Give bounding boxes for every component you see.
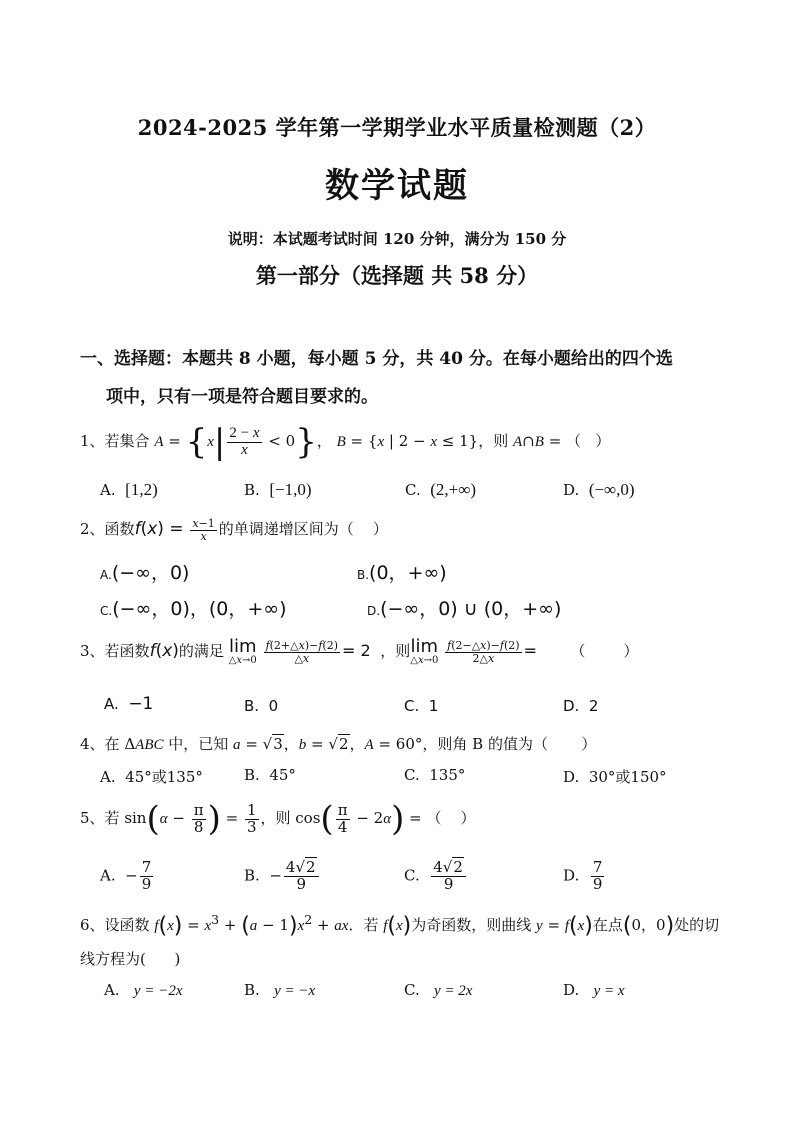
subject-title: 数学试题 [325, 166, 469, 206]
q6-option-d: D. y = x [563, 981, 625, 999]
exam-note: 说明：本试题考试时间 120 分钟，满分为 150 分 [227, 230, 567, 248]
q6-option-c: C. y = 2x [404, 981, 473, 999]
q2-option-a: A.(−∞，0) [100, 562, 190, 584]
q2-option-c: C.(−∞，0)，(0，+∞) [100, 598, 287, 620]
question-6-line2: 线方程为( ) [80, 950, 181, 968]
section-instructions-line1: 一、选择题：本题共 8 小题，每小题 5 分，共 40 分。在每小题给出的四个选 [80, 349, 673, 369]
q4-option-a: A. 45°或135° [100, 768, 203, 786]
q4-option-c: C. 135° [404, 766, 466, 784]
q3-option-a: A. −1 [104, 694, 154, 714]
question-1: 1、若集合 A = {x| $\frac{2 - x}{x}$ < 0}， B = {x | 2 − x ≤ 1}，则 A∩B = （ ） [80, 422, 611, 462]
section-instructions-line2: 项中，只有一项是符合题目要求的。 [106, 387, 378, 407]
question-3: 3、若函数f(x)的满足 lim △x→0 $\frac{f(2+\triangle x)-f(2)}{\triangle x}$ = 2 ，则 lim △x→0 $\frac{f(2-\triangle x)-f(2)}{2\triangle x}$ = （ ） [80, 636, 639, 666]
q1-option-a: A. [1,2) [100, 480, 158, 499]
question-4: 4、在 ΔABC 中，已知 a = √3，b = √2，A = 60°，则角 B 的值为（ ） [80, 735, 597, 753]
q3-option-c: C. 1 [404, 697, 439, 715]
q6-option-b: B. y = −x [244, 981, 316, 999]
q4-option-b: B. 45° [244, 766, 296, 784]
q1-option-b: B. [−1,0) [244, 480, 312, 499]
q5-option-d: D. $\frac{7}{9}$ [563, 858, 603, 893]
question-number: 1、 [80, 432, 105, 450]
q4-option-d: D. 30°或150° [563, 768, 667, 786]
q5-option-c: C. $\frac{4√2}{9}$ [404, 860, 468, 893]
q3-option-b: B. 0 [244, 697, 279, 715]
question-5: 5、若 sin(α − $\frac{\pi}{8}$ ) = $\frac{1}{3}$ ，则 cos( $\frac{\pi}{4}$ − 2α) = （ ） [80, 799, 476, 839]
q2-option-d: D.(−∞，0) ∪ (0，+∞) [367, 598, 562, 620]
question-2: 2、函数f(x) = $\frac{x-1}{x}$ 的单调递增区间为（ ） [80, 517, 388, 543]
q5-option-b: B. − $\frac{4√2}{9}$ [244, 860, 321, 893]
q6-option-a: A. y = −2x [104, 981, 183, 999]
part-heading: 第一部分（选择题 共 58 分） [255, 263, 539, 288]
q2-option-b: B.(0，+∞) [357, 562, 447, 584]
q1-option-c: C. (2,+∞) [405, 480, 477, 499]
q5-option-a: A. − $\frac{7}{9}$ [100, 858, 152, 893]
exam-title: 2024-2025 学年第一学期学业水平质量检测题（2） [137, 115, 657, 140]
q1-option-d: D. (−∞,0) [563, 480, 635, 499]
q3-option-d: D. 2 [563, 697, 599, 715]
question-6-line1: 6、设函数 $f(x) = x^3 + (a - 1)x^2$ + ax．若 f(x)为奇函数，则曲线 y = f(x)在点(0，0)处的切 [80, 912, 720, 939]
